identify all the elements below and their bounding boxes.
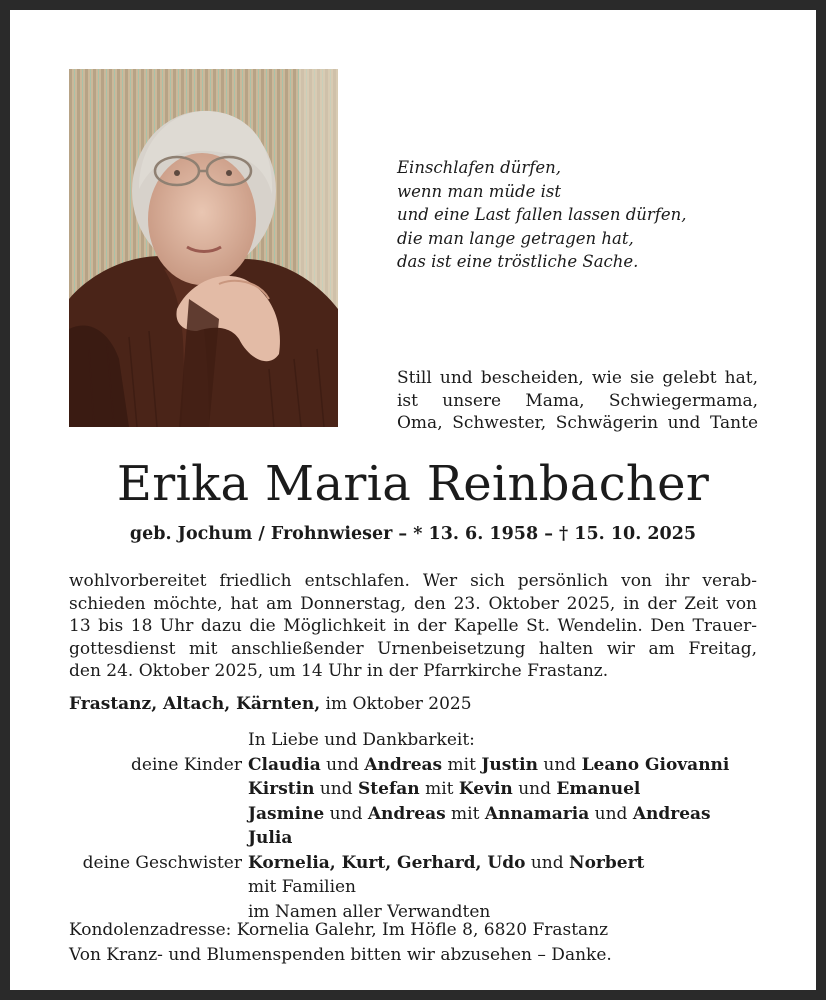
poem-line: und eine Last fallen lassen dürfen, bbox=[397, 205, 687, 224]
family-connector: und bbox=[324, 803, 368, 824]
announcement-line: wohlvorbereitet friedlich entschlafen. Wer sich persönlich von ihr verab- bbox=[69, 571, 757, 591]
announcement-text bbox=[69, 570, 757, 683]
poem-line: wenn man müde ist bbox=[397, 181, 561, 201]
family-name: Andreas bbox=[632, 803, 711, 824]
family-name: Kevin bbox=[458, 779, 513, 799]
family-connector: und bbox=[314, 779, 359, 799]
family-name: Annamaria bbox=[484, 803, 590, 824]
deceased-name: Erika Maria Reinbacher bbox=[116, 456, 710, 512]
siblings-row bbox=[248, 851, 644, 876]
relatives-line: im Namen aller Verwandten bbox=[248, 901, 491, 922]
siblings-label: deine Geschwister bbox=[82, 852, 242, 873]
poem bbox=[397, 156, 777, 274]
family-name: Jasmine bbox=[248, 803, 325, 824]
family-connector: und bbox=[525, 852, 570, 873]
children-row bbox=[248, 802, 711, 827]
family-connector: und bbox=[320, 754, 365, 775]
family-connector: mit bbox=[419, 779, 459, 799]
family-name: Justin bbox=[481, 754, 538, 775]
intro-line: ist unsere Mama, Schwiegermama, bbox=[397, 390, 758, 411]
place-month: im Oktober 2025 bbox=[320, 694, 472, 714]
condolence-address: Kondolenzadresse: Kornelia Galehr, Im Höfle 8, 6820 Frastanz bbox=[69, 920, 609, 940]
family-connector: und bbox=[589, 803, 633, 824]
poem-line: das ist eine tröstliche Sache. bbox=[397, 252, 639, 271]
portrait-image bbox=[69, 69, 338, 427]
children-row bbox=[248, 753, 729, 778]
intro-text bbox=[397, 367, 758, 435]
poem-line: die man lange getragen hat, bbox=[397, 228, 634, 248]
announcement-line: 13 bis 18 Uhr dazu die Möglichkeit in der Kapelle St. Wendelin. Den Trauer- bbox=[69, 616, 757, 636]
family-connector: und bbox=[537, 754, 582, 775]
family-heading: In Liebe und Dankbarkeit: bbox=[248, 730, 475, 750]
family-connector: und bbox=[512, 779, 557, 799]
intro-line: Still und bescheiden, wie sie gelebt hat, bbox=[397, 368, 758, 388]
announcement-line: den 24. Oktober 2025, um 14 Uhr in der Pfarrkirche Frastanz. bbox=[69, 661, 609, 681]
birth-death-line: geb. Jochum / Frohnwieser – * 13. 6. 1958 – † 15. 10. 2025 bbox=[129, 524, 697, 544]
children-label: deine Kinder bbox=[131, 754, 242, 775]
family-connector: mit bbox=[445, 803, 485, 824]
intro-line: Oma, Schwester, Schwägerin und Tante bbox=[397, 413, 758, 433]
family-name: Emanuel bbox=[556, 779, 641, 799]
place-date bbox=[69, 694, 472, 714]
family-name: Norbert bbox=[569, 852, 645, 873]
family-name: Stefan bbox=[358, 779, 420, 799]
family-name: Kirstin bbox=[248, 779, 315, 799]
with-families: mit Familien bbox=[248, 877, 357, 897]
family-name: Leano Giovanni bbox=[581, 754, 730, 775]
family-name: Andreas bbox=[364, 754, 443, 775]
family-list bbox=[0, 728, 826, 924]
flowers-note: Von Kranz- und Blumenspenden bitten wir abzusehen – Danke. bbox=[69, 944, 612, 965]
family-name: Andreas bbox=[367, 803, 446, 824]
announcement-line: schieden möchte, hat am Donnerstag, den 23. Oktober 2025, in der Zeit von bbox=[69, 593, 757, 614]
family-name: Kornelia, Kurt, Gerhard, Udo bbox=[248, 852, 526, 873]
footer bbox=[69, 918, 612, 967]
place-towns: Frastanz, Altach, Kärnten, bbox=[69, 694, 321, 714]
children-row bbox=[248, 777, 640, 802]
children-row bbox=[248, 826, 292, 851]
announcement-line: gottesdienst mit anschließender Urnenbeisetzung halten wir am Freitag, bbox=[69, 638, 757, 659]
family-name: Julia bbox=[248, 828, 293, 848]
family-connector: mit bbox=[442, 754, 482, 775]
family-name: Claudia bbox=[248, 754, 321, 775]
portrait-photo bbox=[69, 69, 338, 427]
poem-line: Einschlafen dürfen, bbox=[397, 158, 561, 177]
